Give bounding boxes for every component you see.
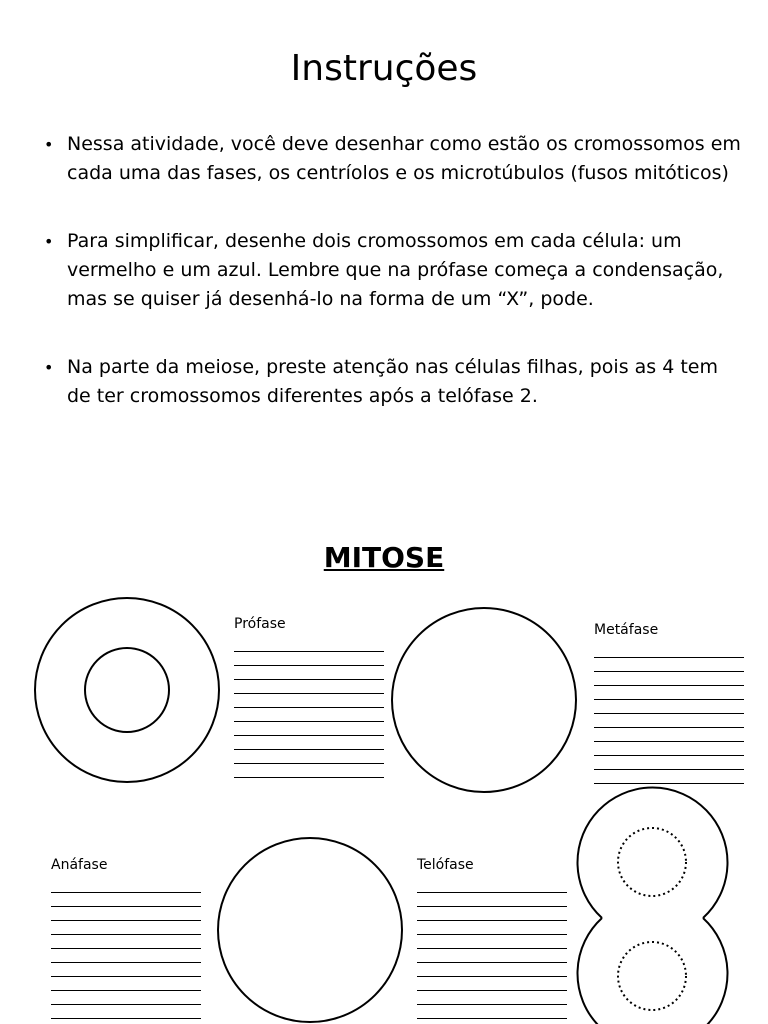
page-title: Instruções [290, 48, 478, 89]
bullet-icon: • [44, 358, 54, 377]
profase-writing-lines[interactable] [234, 638, 384, 778]
anafase-label: Anáfase [51, 857, 108, 873]
instruction-text: Na parte da meiose, preste atenção nas células filhas, pois as 4 tem de ter cromossomos diferentes após a telófase 2. [67, 356, 719, 407]
profase-block [234, 615, 384, 778]
anafase-block [51, 856, 201, 1019]
metafase-cell[interactable] [392, 608, 576, 792]
metafase-writing-lines[interactable] [594, 644, 744, 784]
telofase-nucleus-bottom [618, 942, 686, 1010]
profase-label: Prófase [234, 616, 286, 632]
instruction-text: Nessa atividade, você deve desenhar como estão os cromossomos em cada uma das fases, os centríolos e os microtúbulos (fusos mitóticos) [67, 133, 741, 184]
bullet-icon: • [44, 232, 54, 251]
telofase-writing-lines[interactable] [417, 879, 567, 1019]
metafase-block [594, 621, 744, 784]
section-title: MITOSE [323, 541, 445, 574]
telofase-block [417, 856, 567, 1019]
anafase-cell[interactable] [218, 838, 402, 1022]
telofase-cell[interactable] [578, 788, 728, 1024]
bullet-icon: • [44, 135, 54, 154]
anafase-writing-lines[interactable] [51, 879, 201, 1019]
telofase-label: Telófase [417, 857, 474, 873]
profase-nucleus [85, 648, 169, 732]
instruction-text: Para simplificar, desenhe dois cromossomos em cada célula: um vermelho e um azul. Lembre que na prófase começa a condensação, mas se quiser já desenhá-lo na forma de um “X”, pode. [67, 230, 724, 310]
metafase-label: Metáfase [594, 622, 659, 638]
telofase-nucleus-top [618, 828, 686, 896]
profase-cell[interactable] [35, 598, 219, 782]
